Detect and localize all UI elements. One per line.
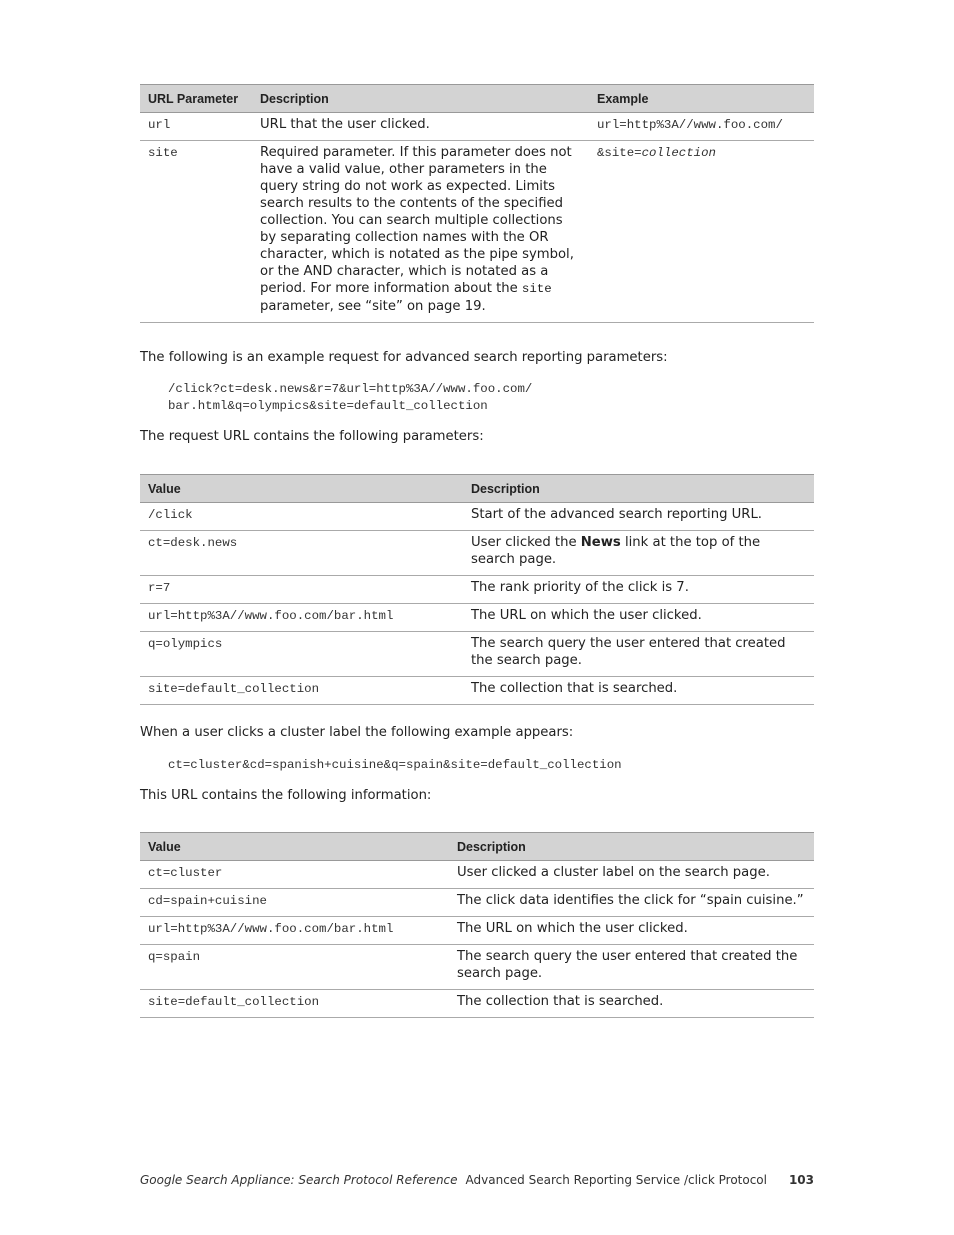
description-cell: The URL on which the user clicked. bbox=[463, 604, 814, 632]
column-header: URL Parameter bbox=[140, 85, 252, 113]
paragraph: When a user clicks a cluster label the following example appears: bbox=[140, 725, 574, 740]
table-row bbox=[140, 990, 814, 1018]
description-cell: The collection that is searched. bbox=[463, 677, 814, 705]
cluster-info-table bbox=[140, 832, 814, 1018]
table-row bbox=[140, 917, 814, 945]
description-cell bbox=[463, 531, 814, 576]
column-header: Description bbox=[463, 475, 814, 503]
request-parameters-table bbox=[140, 474, 814, 705]
column-header: Value bbox=[140, 833, 449, 861]
description-cell: The click data identifies the click for “spain cuisine.” bbox=[449, 889, 814, 917]
footer-page-number: 103 bbox=[788, 1173, 814, 1187]
table-row bbox=[140, 889, 814, 917]
description-cell: Start of the advanced search reporting URL. bbox=[463, 503, 814, 531]
table-row bbox=[140, 141, 814, 323]
table-row bbox=[140, 503, 814, 531]
column-header: Description bbox=[252, 85, 589, 113]
description-cell: The search query the user entered that created the search page. bbox=[449, 945, 814, 990]
description-text: parameter, see “site” on page 19. bbox=[260, 299, 486, 314]
value-cell: cd=spain+cuisine bbox=[140, 889, 449, 917]
paragraph: This URL contains the following information: bbox=[140, 788, 432, 803]
inline-code: site bbox=[521, 282, 552, 296]
table-row bbox=[140, 604, 814, 632]
table-row bbox=[140, 531, 814, 576]
value-cell: ct=cluster bbox=[140, 861, 449, 889]
description-cell: The rank priority of the click is 7. bbox=[463, 576, 814, 604]
table-header-row bbox=[140, 85, 814, 113]
column-header: Value bbox=[140, 475, 463, 503]
description-cell: URL that the user clicked. bbox=[252, 113, 589, 141]
description-cell: The collection that is searched. bbox=[449, 990, 814, 1018]
table-row bbox=[140, 677, 814, 705]
column-header: Example bbox=[589, 85, 814, 113]
code-line: /click?ct=desk.news&r=7&url=http%3A//www.foo.com/ bbox=[168, 382, 533, 396]
description-cell bbox=[252, 141, 589, 323]
value-cell: url=http%3A//www.foo.com/bar.html bbox=[140, 917, 449, 945]
value-cell: q=spain bbox=[140, 945, 449, 990]
table-row bbox=[140, 576, 814, 604]
example-italic: collection bbox=[641, 146, 716, 160]
param-cell: site bbox=[140, 141, 252, 323]
value-cell: r=7 bbox=[140, 576, 463, 604]
table-row bbox=[140, 861, 814, 889]
footer-chapter-title: Advanced Search Reporting Service /click Protocol bbox=[465, 1173, 767, 1187]
table-row bbox=[140, 632, 814, 677]
value-cell: site=default_collection bbox=[140, 677, 463, 705]
value-cell: url=http%3A//www.foo.com/bar.html bbox=[140, 604, 463, 632]
footer-book-title: Google Search Appliance: Search Protocol Reference bbox=[140, 1173, 458, 1187]
code-example: ct=cluster&cd=spanish+cuisine&q=spain&site=default_collection bbox=[168, 758, 622, 772]
description-text: User clicked the bbox=[471, 535, 581, 550]
intro-paragraph: The following is an example request for advanced search reporting parameters: bbox=[140, 350, 668, 365]
example-prefix: &site= bbox=[597, 146, 642, 160]
url-parameter-table bbox=[140, 84, 814, 323]
value-cell: ct=desk.news bbox=[140, 531, 463, 576]
value-cell: q=olympics bbox=[140, 632, 463, 677]
column-header: Description bbox=[449, 833, 814, 861]
example-cell: url=http%3A//www.foo.com/ bbox=[589, 113, 814, 141]
table-row bbox=[140, 113, 814, 141]
table-row bbox=[140, 945, 814, 990]
bold-text: News bbox=[580, 535, 621, 550]
paragraph: The request URL contains the following parameters: bbox=[140, 429, 484, 444]
description-text: link at the top of the search page. bbox=[471, 535, 761, 567]
description-cell: The search query the user entered that created the search page. bbox=[463, 632, 814, 677]
table-header-row bbox=[140, 475, 814, 503]
example-cell bbox=[589, 141, 814, 323]
description-cell: The URL on which the user clicked. bbox=[449, 917, 814, 945]
code-line: bar.html&q=olympics&site=default_collection bbox=[168, 399, 488, 413]
value-cell: /click bbox=[140, 503, 463, 531]
description-text: Required parameter. If this parameter does not have a valid value, other parameters in the query string do not work as expected. Limits search results to the contents of the specified collection. You can search multiple collections by separating collection names with the OR character, which is notated as the pipe symbol, or the AND character, which is notated as a period. For more information about the bbox=[260, 145, 574, 296]
table-header-row bbox=[140, 833, 814, 861]
description-cell: User clicked a cluster label on the search page. bbox=[449, 861, 814, 889]
value-cell: site=default_collection bbox=[140, 990, 449, 1018]
code-example bbox=[168, 381, 532, 415]
param-cell: url bbox=[140, 113, 252, 141]
